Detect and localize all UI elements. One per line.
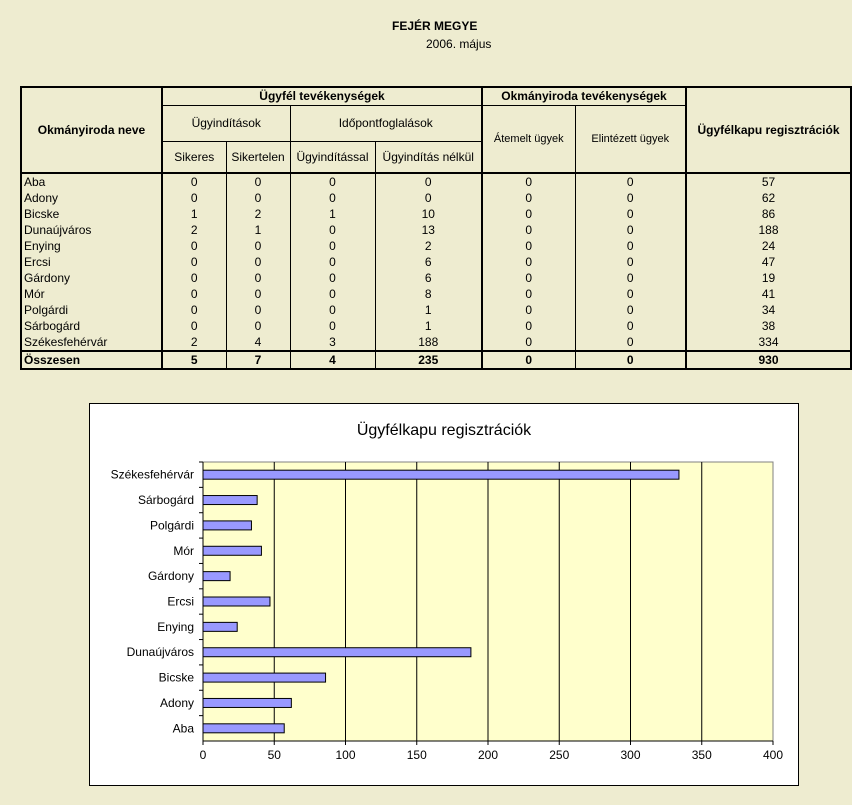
category-label: Sárbogárd bbox=[137, 493, 194, 508]
bar bbox=[203, 724, 284, 733]
cell-atemelt: 0 bbox=[482, 173, 575, 190]
x-tick-label: 350 bbox=[691, 748, 712, 762]
cell-nelkul: 8 bbox=[375, 286, 482, 302]
cell-name: Mór bbox=[21, 286, 162, 302]
cell-atemelt: 0 bbox=[482, 318, 575, 334]
header-without-initiation: Ügyindítás nélkül bbox=[375, 141, 482, 173]
page-title: FEJÉR MEGYE bbox=[392, 19, 478, 33]
table-row bbox=[21, 206, 851, 222]
cell-regisztracio: 47 bbox=[686, 254, 851, 270]
cell-elintezett: 0 bbox=[575, 302, 686, 318]
cell-nelkul: 6 bbox=[375, 254, 482, 270]
table-row bbox=[21, 222, 851, 238]
x-tick-label: 250 bbox=[549, 748, 570, 762]
category-label: Székesfehérvár bbox=[110, 467, 194, 482]
x-tick-label: 300 bbox=[620, 748, 641, 762]
cell-regisztracio: 188 bbox=[686, 222, 851, 238]
cell-atemelt: 0 bbox=[482, 190, 575, 206]
cell-elintezett: 0 bbox=[575, 286, 686, 302]
cell-sikertelen: 0 bbox=[226, 286, 290, 302]
cell-ugyinditassal: 0 bbox=[290, 173, 375, 190]
cell-sikeres: 0 bbox=[162, 302, 226, 318]
x-tick-label: 150 bbox=[406, 748, 427, 762]
cell-ugyinditassal: 0 bbox=[290, 302, 375, 318]
cell-atemelt: 0 bbox=[482, 254, 575, 270]
cell-sikertelen: 0 bbox=[226, 318, 290, 334]
x-tick-label: 200 bbox=[477, 748, 499, 762]
cell-elintezett: 0 bbox=[575, 206, 686, 222]
cell-sikeres: 0 bbox=[162, 173, 226, 190]
cell-regisztracio: 41 bbox=[686, 286, 851, 302]
page-subtitle: 2006. május bbox=[426, 37, 492, 51]
cell-nelkul: 235 bbox=[375, 351, 482, 369]
bar bbox=[203, 546, 261, 555]
bar bbox=[203, 470, 679, 479]
header-successful: Sikeres bbox=[162, 141, 226, 173]
cell-regisztracio: 57 bbox=[686, 173, 851, 190]
cell-sikeres: 0 bbox=[162, 254, 226, 270]
cell-ugyinditassal: 0 bbox=[290, 238, 375, 254]
cell-regisztracio: 62 bbox=[686, 190, 851, 206]
cell-nelkul: 13 bbox=[375, 222, 482, 238]
cell-atemelt: 0 bbox=[482, 334, 575, 351]
cell-ugyinditassal: 0 bbox=[290, 222, 375, 238]
cell-sikeres: 0 bbox=[162, 318, 226, 334]
cell-regisztracio: 86 bbox=[686, 206, 851, 222]
category-label: Adony bbox=[159, 695, 194, 710]
category-label: Mór bbox=[173, 543, 194, 558]
cell-ugyinditassal: 0 bbox=[290, 286, 375, 302]
cell-nelkul: 2 bbox=[375, 238, 482, 254]
cell-atemelt: 0 bbox=[482, 351, 575, 369]
cell-atemelt: 0 bbox=[482, 270, 575, 286]
cell-name: Enying bbox=[21, 238, 162, 254]
cell-regisztracio: 19 bbox=[686, 270, 851, 286]
category-label: Ercsi bbox=[167, 594, 194, 609]
cell-regisztracio: 34 bbox=[686, 302, 851, 318]
table-row bbox=[21, 302, 851, 318]
cell-nelkul: 10 bbox=[375, 206, 482, 222]
header-unsuccessful: Sikertelen bbox=[226, 141, 290, 173]
bar bbox=[203, 597, 270, 606]
cell-ugyinditassal: 0 bbox=[290, 190, 375, 206]
cell-name: Székesfehérvár bbox=[21, 334, 162, 351]
cell-name: Dunaújváros bbox=[21, 222, 162, 238]
cell-sikertelen: 7 bbox=[226, 351, 290, 369]
x-tick-label: 0 bbox=[199, 748, 207, 762]
cell-sikertelen: 0 bbox=[226, 302, 290, 318]
category-label: Aba bbox=[172, 721, 194, 736]
registration-table bbox=[20, 86, 852, 370]
chart-panel bbox=[89, 403, 799, 786]
cell-sikertelen: 1 bbox=[226, 222, 290, 238]
bar bbox=[203, 521, 251, 530]
cell-sikertelen: 0 bbox=[226, 270, 290, 286]
cell-sikeres: 0 bbox=[162, 286, 226, 302]
cell-elintezett: 0 bbox=[575, 334, 686, 351]
cell-sikertelen: 4 bbox=[226, 334, 290, 351]
category-label: Gárdony bbox=[147, 569, 194, 584]
cell-elintezett: 0 bbox=[575, 173, 686, 190]
bar bbox=[203, 496, 257, 505]
bar bbox=[203, 698, 291, 707]
header-office-activities: Okmányiroda tevékenységek bbox=[482, 87, 686, 105]
cell-ugyinditassal: 1 bbox=[290, 206, 375, 222]
cell-name: Aba bbox=[21, 173, 162, 190]
cell-elintezett: 0 bbox=[575, 190, 686, 206]
cell-regisztracio: 930 bbox=[686, 351, 851, 369]
cell-nelkul: 0 bbox=[375, 190, 482, 206]
category-label: Polgárdi bbox=[149, 518, 194, 533]
header-case-initiations: Ügyindítások bbox=[162, 105, 290, 141]
cell-elintezett: 0 bbox=[575, 222, 686, 238]
bar-chart bbox=[90, 404, 798, 785]
cell-nelkul: 6 bbox=[375, 270, 482, 286]
cell-sikeres: 1 bbox=[162, 206, 226, 222]
cell-regisztracio: 24 bbox=[686, 238, 851, 254]
cell-sikeres: 5 bbox=[162, 351, 226, 369]
cell-nelkul: 0 bbox=[375, 173, 482, 190]
cell-atemelt: 0 bbox=[482, 286, 575, 302]
cell-regisztracio: 334 bbox=[686, 334, 851, 351]
cell-nelkul: 1 bbox=[375, 318, 482, 334]
header-portal-registrations: Ügyfélkapu regisztrációk bbox=[686, 87, 851, 173]
cell-sikeres: 0 bbox=[162, 238, 226, 254]
cell-sikertelen: 0 bbox=[226, 254, 290, 270]
header-office-name: Okmányiroda neve bbox=[21, 87, 162, 173]
bar bbox=[203, 673, 326, 682]
cell-atemelt: 0 bbox=[482, 222, 575, 238]
cell-name: Sárbogárd bbox=[21, 318, 162, 334]
cell-elintezett: 0 bbox=[575, 270, 686, 286]
cell-ugyinditassal: 0 bbox=[290, 270, 375, 286]
table-row bbox=[21, 286, 851, 302]
category-label: Dunaújváros bbox=[126, 645, 194, 660]
cell-sikeres: 0 bbox=[162, 270, 226, 286]
cell-name: Gárdony bbox=[21, 270, 162, 286]
cell-name: Összesen bbox=[21, 351, 162, 369]
header-appointments: Időpontfoglalások bbox=[290, 105, 482, 141]
header-client-activities: Ügyfél tevékenységek bbox=[162, 87, 482, 105]
cell-nelkul: 1 bbox=[375, 302, 482, 318]
cell-sikeres: 0 bbox=[162, 190, 226, 206]
cell-name: Adony bbox=[21, 190, 162, 206]
table-row bbox=[21, 254, 851, 270]
category-label: Bicske bbox=[158, 670, 194, 685]
cell-ugyinditassal: 0 bbox=[290, 318, 375, 334]
total-row bbox=[21, 351, 851, 369]
cell-ugyinditassal: 0 bbox=[290, 254, 375, 270]
cell-name: Ercsi bbox=[21, 254, 162, 270]
cell-sikertelen: 0 bbox=[226, 238, 290, 254]
header-transferred: Átemelt ügyek bbox=[482, 105, 575, 173]
chart-title: Ügyfélkapu regisztrációk bbox=[356, 422, 532, 439]
bar bbox=[203, 572, 230, 581]
cell-nelkul: 188 bbox=[375, 334, 482, 351]
table-row bbox=[21, 190, 851, 206]
x-tick-label: 100 bbox=[335, 748, 356, 762]
header-processed: Elintézett ügyek bbox=[575, 105, 686, 173]
cell-atemelt: 0 bbox=[482, 302, 575, 318]
bar bbox=[203, 648, 471, 657]
x-tick-label: 400 bbox=[762, 748, 784, 762]
cell-elintezett: 0 bbox=[575, 238, 686, 254]
table-row bbox=[21, 238, 851, 254]
table-row bbox=[21, 318, 851, 334]
cell-atemelt: 0 bbox=[482, 238, 575, 254]
x-tick-label: 50 bbox=[267, 748, 281, 762]
cell-sikertelen: 0 bbox=[226, 190, 290, 206]
bar bbox=[203, 622, 237, 631]
cell-elintezett: 0 bbox=[575, 254, 686, 270]
cell-name: Polgárdi bbox=[21, 302, 162, 318]
cell-sikertelen: 0 bbox=[226, 173, 290, 190]
table-row bbox=[21, 270, 851, 286]
cell-name: Bicske bbox=[21, 206, 162, 222]
table-row bbox=[21, 173, 851, 190]
header-with-initiation: Ügyindítással bbox=[290, 141, 375, 173]
cell-regisztracio: 38 bbox=[686, 318, 851, 334]
cell-sikeres: 2 bbox=[162, 222, 226, 238]
category-label: Enying bbox=[157, 619, 194, 634]
cell-elintezett: 0 bbox=[575, 351, 686, 369]
cell-ugyinditassal: 4 bbox=[290, 351, 375, 369]
cell-ugyinditassal: 3 bbox=[290, 334, 375, 351]
cell-sikeres: 2 bbox=[162, 334, 226, 351]
table-row bbox=[21, 334, 851, 351]
cell-elintezett: 0 bbox=[575, 318, 686, 334]
cell-sikertelen: 2 bbox=[226, 206, 290, 222]
cell-atemelt: 0 bbox=[482, 206, 575, 222]
